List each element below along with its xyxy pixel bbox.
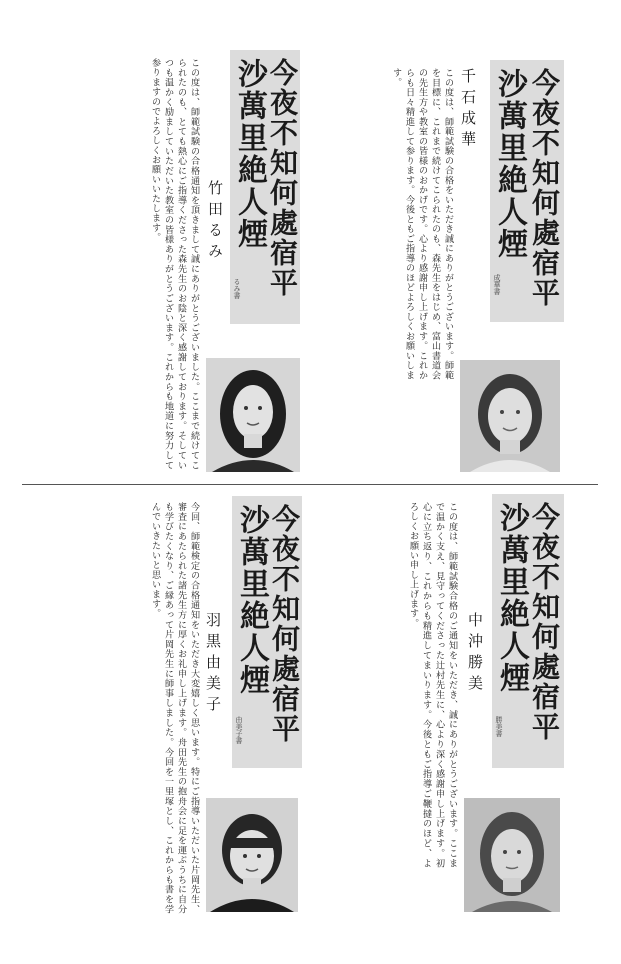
calligraphy-line-1: 今夜不知何處宿平 [528, 68, 561, 308]
author-name: 竹田るみ [206, 180, 224, 264]
calligraphy-line-1: 今夜不知何處宿平 [528, 502, 561, 742]
author-photo [206, 358, 300, 472]
calligraphy-line-2: 沙萬里絶人煙 [492, 68, 527, 260]
author-name: 中沖勝美 [466, 612, 484, 696]
calligraphy-artwork [230, 50, 300, 324]
author-photo [206, 798, 298, 912]
author-name: 千石成華 [459, 68, 477, 152]
calligraphy-line-1: 今夜不知何處宿平 [266, 58, 299, 298]
calligraphy-line-1: 今夜不知何處宿平 [268, 504, 301, 744]
calligraphy-artwork [232, 496, 302, 768]
author-name: 羽黒由美子 [204, 612, 222, 717]
calligraphy-seal: 勝美書 [495, 716, 503, 737]
calligraphy-line-2: 沙萬里絶人煙 [232, 58, 267, 250]
calligraphy-seal: 成華書 [493, 274, 501, 295]
calligraphy-artwork [490, 60, 564, 322]
author-photo [460, 360, 560, 472]
calligraphy-line-2: 沙萬里絶人煙 [494, 502, 529, 694]
message-text: この度は、師範試験の合格をいただき誠にありがとうございます。師範を目標に、これまで続けてこられたのも、森先生をはじめ、富山書道会の先生方や教室の皆様のおかげです。心より感謝申し上げます。これからも日々精進して参ります。今後ともご指導のほどよろしくお願いします。 [391, 68, 453, 380]
calligraphy-seal: 由美子書 [235, 716, 243, 744]
calligraphy-seal: るみ書 [233, 278, 241, 299]
message-text: この度は、師範試験合格のご通知をいただき、誠にありがとうございます。ここまで温かく支え、見守ってくださった辻村先生に、心より深く感謝申し上げます。初心に立ち返り、これからも精進してまいります。今後ともご指導ご鞭撻のほど、よろしくお願い申し上げます。 [408, 502, 457, 868]
section-divider [22, 484, 598, 485]
author-photo [464, 798, 560, 912]
message-text: 今回、師範検定の合格通知をいただき大変嬉しく思います。特にご指導いただいた片岡先生、審査にあたられた諸先生方に厚くお礼申し上げます。舟田先生の抱舟会に足を運ぶうちに自分も学びたくなり、ご縁あって片岡先生に師事しました。今回を一里塚とし、これからも書を学んでいきたいと思います。 [150, 502, 199, 914]
message-text: この度は、師範試験の合格通知を頂きまして誠にありがとうございました。ここまで続けてこられたのも、とても熱心にご指導くださった森先生のお陰と深く感謝しております。そしていつも温かく励ましていただいた教室の皆様ありがとうございます。これからも地道に努力して参りますのでよろしくお願いいたします。 [150, 58, 199, 470]
calligraphy-artwork [492, 494, 564, 768]
calligraphy-line-2: 沙萬里絶人煙 [234, 504, 269, 696]
